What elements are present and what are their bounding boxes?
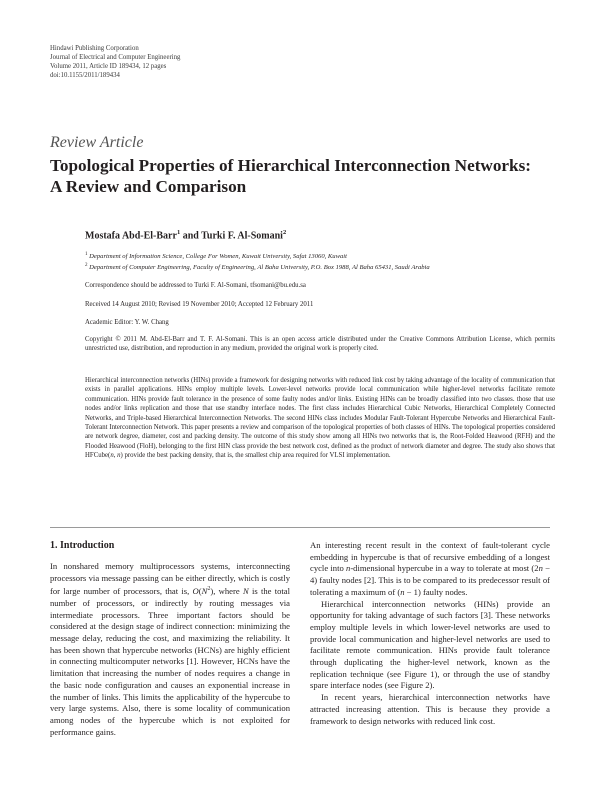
body-paragraph: In recent years, hierarchical interconnection networks have attracted increasing attention. This is because they provide a framework to design networks with reduced link cost. (310, 692, 550, 726)
title-line-1: Topological Properties of Hierarchical Interconnection Networks: (50, 156, 532, 175)
affiliation-text: Department of Information Science, College For Women, Kuwait University, Safat 13060, Kuwait (89, 253, 347, 261)
math-var: n (538, 563, 543, 574)
author-name: Mostafa Abd-El-Barr (85, 230, 177, 242)
journal-name: Journal of Electrical and Computer Engineering (50, 54, 181, 62)
paper-title (50, 155, 570, 197)
abstract-text: , (113, 452, 118, 460)
body-text: ), where (210, 586, 243, 597)
abstract-text: ) provide the best packing density, that is, the smallest chip area required for VLSI implementation. (120, 452, 391, 460)
doi: doi:10.1155/2011/189434 (50, 72, 120, 80)
left-column (50, 561, 290, 738)
affiliation-2 (85, 261, 555, 272)
math-var: n (400, 586, 405, 597)
abstract (85, 376, 555, 461)
volume-info: Volume 2011, Article ID 189434, 12 pages (50, 63, 167, 71)
body-paragraph (50, 561, 290, 738)
math-var: n (117, 452, 121, 460)
section-heading: 1. Introduction (50, 540, 115, 551)
body-text: An interesting recent result in the context of fault-tolerant cycle embedding in hypercube is that of recursive embedding of a longest cycle into (310, 540, 550, 574)
body-text: -dimensional hypercube in a way to tolerate at most (2 (350, 563, 539, 574)
article-type: Review Article (50, 134, 144, 151)
body-text: − 4) faulty nodes [2]. This is to be compared to its predecessor result of tolerating a maximum of ( (310, 563, 551, 597)
copyright-notice: Copyright © 2011 M. Abd-El-Barr and T. F. Al-Somani. This is an open access article distributed under the Creative Commons Attribution License, which permits unrestricted use, distribution, and reproduction in any medium, provided the original work is properly cited. (85, 336, 555, 353)
math-var: N (201, 586, 208, 597)
affiliation-text: Department of Computer Engineering, Faculty of Engineering, Al Baha University, P.O. Box 1988, Al Baha 65431, Saudi Arabia (89, 264, 430, 272)
academic-editor: Academic Editor: Y. W. Chang (85, 319, 169, 326)
math-var: N (242, 586, 249, 597)
received-dates: Received 14 August 2010; Revised 19 November 2010; Accepted 12 February 2011 (85, 301, 314, 308)
section-divider (50, 527, 550, 528)
author-list (85, 229, 286, 241)
correspondence: Correspondence should be addressed to Turki F. Al-Somani, tfsomani@bu.edu.sa (85, 282, 306, 289)
body-text: ( (198, 586, 202, 597)
right-column (310, 540, 550, 727)
math-var: n (110, 452, 114, 460)
body-paragraph (310, 540, 550, 599)
body-text: is the total number of processors, or indirectly by routing messages via intermediate processors. Three important factors should be considered at the design stage of indirect connection: minimizing the message delay, reducing the cost, and maximizing the reliability. It has been shown that hypercube networks (HCNs) are highly efficient in connecting multicomputer networks [1]. However, HCNs have the limitation that increasing the number of nodes requires a change in the basic node configuration and causes an exponential increase in the number of links. This limits the applicability of the hypercube to very large systems. Also, there is some locality of communication among nodes of the hypercube which is not exploited for performance gains. (50, 586, 290, 737)
math-sup: 2 (207, 586, 211, 593)
author-name: Turki F. Al-Somani (201, 230, 283, 242)
body-text: − 1) faulty nodes. (404, 586, 468, 597)
affiliation-number: 2 (85, 263, 88, 268)
author-separator: and (180, 230, 202, 242)
journal-header (50, 44, 180, 80)
affiliation-marker: 1 (176, 229, 181, 236)
affiliation-number: 1 (85, 252, 88, 257)
math-var: n (346, 563, 351, 574)
body-text: In nonshared memory multiprocessors systems, interconnecting processors via message passing can be either directly, which is costly for large number of processors, that is, (50, 561, 290, 597)
affiliation-1 (85, 250, 555, 261)
abstract-text: Hierarchical interconnection networks (HINs) provide a framework for designing networks with reduced link cost by taking advantage of the locality of communication that exists in parallel applications. HINs employ multiple levels. Lower-level networks provide local communication while higher-level networks facilitate remote communication. HINs provide fault tolerance in the presence of some faulty nodes and/or links. Existing HINs can be broadly classified into two classes. those that use nodes and/or links replication and those that use standby interface nodes. The first class includes Hierarchical Cubic Networks, Hierarchical Completely Connected Networks, and Triple-based Hierarchical Interconnection Networks. The second HINs class includes Modular Fault-Tolerant Hypercube Networks and Hierarchical Fault-Tolerant Interconnection Network. This paper presents a review and comparison of the topological properties of both classes of HINs. The topological properties considered are network degree, diameter, cost and packing density. The outcome of this study show among all HINs two networks that is, the Root-Folded Heawood (RFH) and the Flooded Heawood (FloH), belonging to the first HIN class provide the best network cost, defined as the product of network diameter and degree. The study also shows that HFCube( (85, 377, 555, 460)
publisher-line: Hindawi Publishing Corporation (50, 45, 139, 52)
body-paragraph: Hierarchical interconnection networks (HINs) provide an opportunity for taking advantage of such factors [3]. These networks employ multiple levels in which lower-level networks are used to provide local communication and higher-level networks are used to facilitate remote communication. HINs provide fault tolerance through duplicating the higher-level network, known as the replication technique (see Figure 1), or through the use of standby spare interface nodes (see Figure 2). (310, 598, 550, 691)
affiliation-marker: 2 (282, 229, 287, 236)
math-var: O (192, 586, 199, 597)
title-line-2: A Review and Comparison (50, 177, 247, 196)
